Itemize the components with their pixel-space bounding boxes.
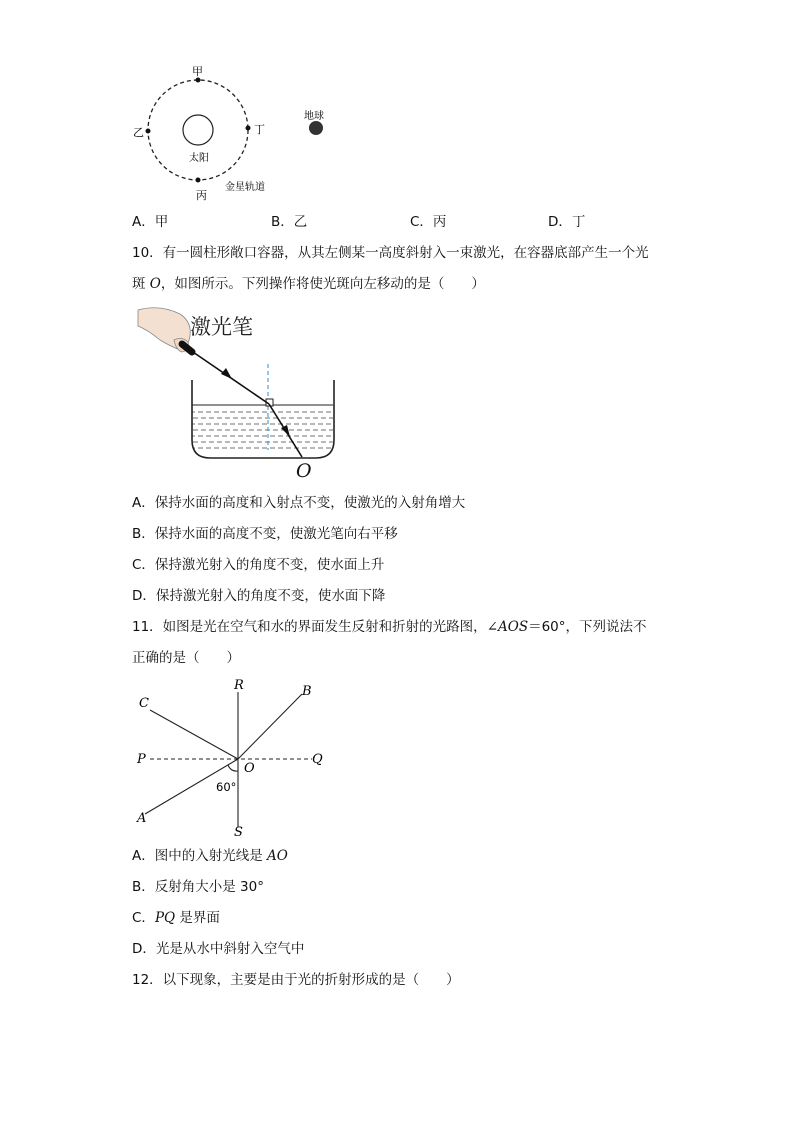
- q9-option-a: A．甲: [132, 214, 169, 230]
- label-jia: 甲: [192, 65, 203, 78]
- label-venus-orbit: 金星轨道: [225, 182, 265, 193]
- point-r: R: [234, 678, 244, 693]
- earth-circle: [309, 121, 323, 135]
- label-sun: 太阳: [189, 153, 209, 164]
- angle-label-60: 60°: [216, 780, 237, 794]
- venus-position-ding: [246, 126, 251, 131]
- reflection-refraction-figure: [130, 672, 340, 842]
- ray-oc: [150, 710, 238, 759]
- point-b: B: [302, 684, 312, 699]
- laser-container-figure: [130, 300, 350, 485]
- sun-circle: [183, 115, 213, 145]
- label-earth: 地球: [304, 111, 324, 122]
- label-ding: 丁: [254, 123, 265, 136]
- q11-stem-line1: 11．如图是光在空气和水的界面发生反射和折射的光路图，∠AOS＝60°，下列说法不: [132, 619, 647, 635]
- point-c: C: [139, 696, 149, 711]
- q11-option-b: B．反射角大小是 30°: [132, 879, 264, 895]
- incident-arrow: [221, 368, 232, 379]
- venus-position-jia: [196, 78, 201, 83]
- spot-label-o: O: [296, 460, 312, 482]
- q9-option-c: C．丙: [410, 214, 447, 230]
- venus-position-yi: [146, 129, 151, 134]
- q10-stem-line2: 斑 O，如图所示。下列操作将使光斑向左移动的是（ ）: [132, 276, 485, 292]
- label-bing: 丙: [196, 189, 207, 202]
- point-o: O: [244, 761, 255, 776]
- point-s: S: [234, 825, 243, 840]
- q11-option-c: C．PQ 是界面: [132, 910, 220, 926]
- q12-stem: 12．以下现象，主要是由于光的折射形成的是（ ）: [132, 972, 460, 988]
- venus-orbit-figure: [128, 60, 348, 210]
- q11-option-a: A．图中的入射光线是 AO: [132, 848, 288, 864]
- q11-option-d: D．光是从水中斜射入空气中: [132, 941, 305, 957]
- q9-option-d: D．丁: [548, 214, 586, 230]
- water-area: [190, 412, 336, 448]
- container-outline: [192, 380, 334, 458]
- point-p: P: [137, 752, 146, 767]
- q10-stem-line1: 10．有一圆柱形敞口容器，从其左侧某一高度斜射入一束激光，在容器底部产生一个光: [132, 245, 649, 261]
- venus-position-bing: [196, 178, 201, 183]
- laser-pen-label: 激光笔: [190, 315, 253, 339]
- point-a: A: [137, 811, 147, 826]
- angle-arc-aos: [228, 765, 238, 771]
- ray-ob: [238, 694, 302, 759]
- point-q: Q: [312, 752, 323, 767]
- q10-option-a: A．保持水面的高度和入射点不变，使激光的入射角增大: [132, 495, 466, 511]
- q10-option-d: D．保持激光射入的角度不变，使水面下降: [132, 588, 386, 604]
- q10-option-b: B．保持水面的高度不变，使激光笔向右平移: [132, 526, 398, 542]
- q9-option-b: B．乙: [271, 214, 308, 230]
- q11-stem-line2: 正确的是（ ）: [132, 650, 240, 666]
- label-yi: 乙: [133, 126, 144, 139]
- q10-option-c: C．保持激光射入的角度不变，使水面上升: [132, 557, 385, 573]
